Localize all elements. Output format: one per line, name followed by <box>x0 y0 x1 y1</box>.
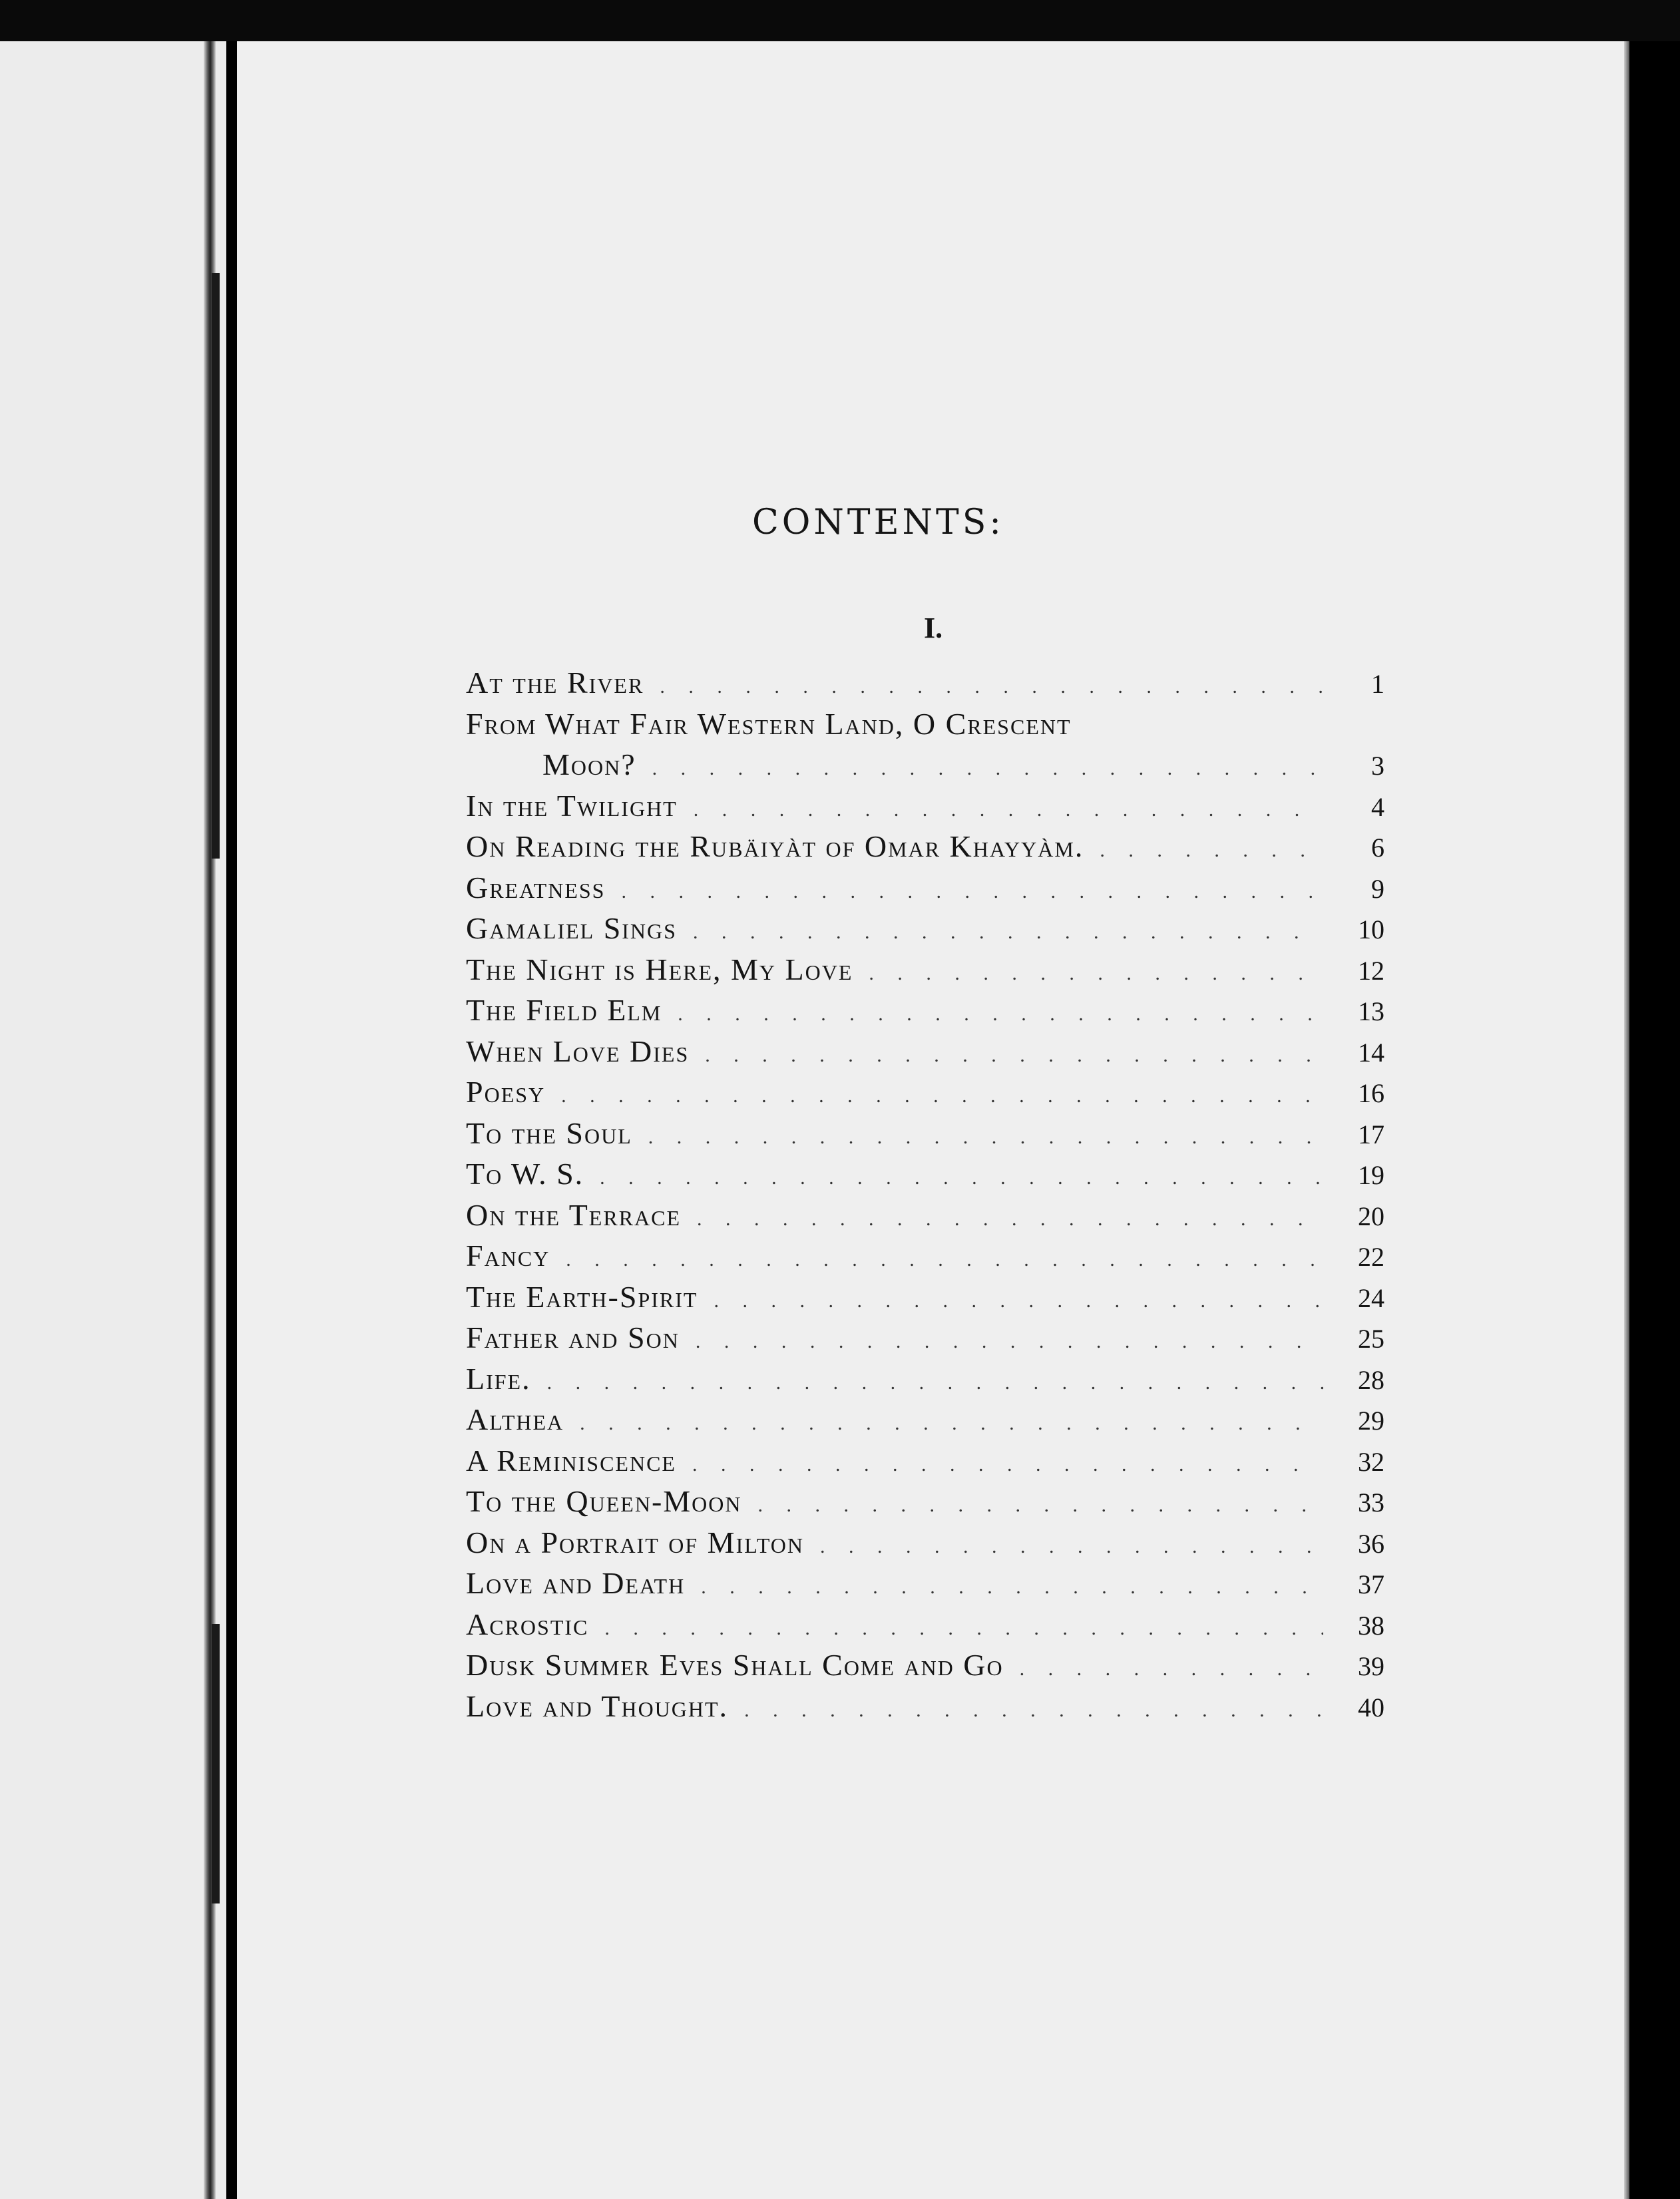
toc-entry[interactable] <box>466 908 1384 949</box>
toc-entry-title: Fancy <box>466 1239 550 1273</box>
dot-leader <box>696 1321 1323 1362</box>
toc-entry-page: 20 <box>1358 1201 1384 1231</box>
toc-entry-title: To the Queen-Moon <box>466 1484 742 1518</box>
toc-entry[interactable] <box>466 1481 1384 1522</box>
toc-entry-page: 40 <box>1358 1692 1384 1722</box>
toc-entry-page: 19 <box>1358 1160 1384 1190</box>
toc-entry-title: From What Fair Western Land, O Crescent <box>466 706 1072 741</box>
toc-entry[interactable] <box>466 1645 1384 1686</box>
dot-leader <box>714 1281 1323 1322</box>
toc-entry-title: On a Portrait of Milton <box>466 1525 805 1559</box>
toc-entry[interactable] <box>466 1195 1384 1236</box>
toc-entry[interactable] <box>466 1031 1384 1072</box>
toc-entry[interactable] <box>466 785 1384 827</box>
toc-entry-title: To W. S. <box>466 1157 584 1191</box>
toc-entry-page: 12 <box>1358 955 1384 986</box>
dot-leader <box>758 1485 1324 1526</box>
toc-entry-page: 29 <box>1358 1406 1384 1436</box>
toc-entry[interactable] <box>466 1317 1384 1358</box>
toc-entry-title-line2: Moon? <box>542 747 636 781</box>
toc-entry[interactable] <box>466 1440 1384 1482</box>
dot-leader <box>561 1076 1323 1117</box>
toc-entry-title: Althea <box>466 1402 564 1436</box>
dot-leader <box>600 1157 1323 1199</box>
toc-entry-title: In the Twilight <box>466 788 678 823</box>
dot-leader <box>648 1117 1323 1158</box>
dot-leader <box>692 1444 1323 1486</box>
toc-entry-title: Love and Thought. <box>466 1689 729 1723</box>
toc-entry-title-line1[interactable] <box>466 703 1384 745</box>
toc-entry[interactable] <box>466 1358 1384 1400</box>
toc-entry-page: 39 <box>1358 1651 1384 1681</box>
toc-entry[interactable] <box>466 1072 1384 1113</box>
dot-leader <box>604 1608 1323 1649</box>
dot-leader <box>705 1035 1323 1076</box>
toc-entry-page: 3 <box>1371 751 1384 781</box>
dot-leader <box>693 912 1323 953</box>
toc-entry-page: 24 <box>1358 1283 1384 1313</box>
dot-leader <box>652 748 1323 789</box>
binding-mark <box>212 1624 220 1903</box>
toc-entry[interactable] <box>466 1604 1384 1645</box>
scanner-right-border <box>1629 41 1680 2199</box>
toc-entry[interactable] <box>466 826 1384 867</box>
toc-entry-page: 38 <box>1358 1610 1384 1641</box>
scanner-top-border <box>0 0 1680 41</box>
dot-leader <box>701 1567 1323 1608</box>
toc-entry-page: 4 <box>1371 791 1384 822</box>
toc-entry-title: On the Terrace <box>466 1197 682 1232</box>
toc-entry-title: Acrostic <box>466 1607 589 1641</box>
toc-entry-page: 13 <box>1358 996 1384 1026</box>
toc-entry[interactable] <box>466 1235 1384 1277</box>
toc-entry-title: Father and Son <box>466 1320 680 1354</box>
toc-entry-title: Greatness <box>466 870 606 904</box>
toc-entry-title: To the Soul <box>466 1115 632 1150</box>
facing-page-edge <box>0 41 226 2199</box>
toc-entry-page: 9 <box>1371 873 1384 904</box>
dot-leader <box>744 1690 1323 1731</box>
dot-leader <box>694 789 1323 831</box>
toc-entry-title: The Earth-Spirit <box>466 1279 698 1314</box>
dot-leader <box>660 666 1323 707</box>
table-of-contents <box>466 662 1384 1726</box>
toc-entry[interactable] <box>466 744 1384 785</box>
toc-entry-page: 17 <box>1358 1119 1384 1149</box>
toc-entry-page: 14 <box>1358 1037 1384 1068</box>
dot-leader <box>621 871 1323 912</box>
dot-leader <box>580 1403 1323 1444</box>
toc-entry-title: The Night is Here, My Love <box>466 952 853 986</box>
toc-entry-page: 25 <box>1358 1324 1384 1354</box>
toc-entry[interactable] <box>466 990 1384 1031</box>
toc-entry-title: On Reading the Rubäiyàt of Omar Khayyàm. <box>466 829 1084 863</box>
dot-leader <box>1020 1649 1323 1690</box>
dot-leader <box>820 1526 1323 1567</box>
toc-entry[interactable] <box>466 1153 1384 1195</box>
toc-entry-title: A Reminiscence <box>466 1443 676 1478</box>
toc-entry-title: Poesy <box>466 1075 546 1109</box>
dot-leader <box>869 953 1323 994</box>
toc-entry[interactable] <box>466 949 1384 990</box>
toc-entry-page: 32 <box>1358 1446 1384 1477</box>
toc-entry-page: 6 <box>1371 833 1384 863</box>
toc-entry-title: Love and Death <box>466 1566 686 1600</box>
toc-entry-page: 10 <box>1358 914 1384 944</box>
toc-entry[interactable] <box>466 1113 1384 1154</box>
toc-entry-title: The Field Elm <box>466 993 662 1027</box>
binding-mark <box>212 273 220 859</box>
toc-entry-page: 36 <box>1358 1528 1384 1559</box>
toc-entry[interactable] <box>466 1563 1384 1604</box>
dot-leader <box>678 994 1323 1035</box>
toc-entry-title: Life. <box>466 1361 531 1396</box>
toc-entry-page: 37 <box>1358 1569 1384 1599</box>
dot-leader <box>1100 830 1323 871</box>
toc-entry[interactable] <box>466 1686 1384 1727</box>
dot-leader <box>547 1362 1323 1404</box>
toc-entry[interactable] <box>466 662 1384 703</box>
section-number: I. <box>924 612 943 644</box>
toc-entry[interactable] <box>466 1399 1384 1440</box>
toc-entry-title: When Love Dies <box>466 1034 690 1068</box>
toc-entry-page: 1 <box>1371 669 1384 699</box>
toc-entry-page: 33 <box>1358 1488 1384 1517</box>
toc-entry-page: 16 <box>1358 1078 1384 1108</box>
toc-entry-title: Dusk Summer Eves Shall Come and Go <box>466 1648 1004 1682</box>
dot-leader <box>566 1239 1323 1281</box>
toc-entry-title: At the River <box>466 666 644 700</box>
toc-entry-page: 22 <box>1358 1242 1384 1272</box>
toc-entry[interactable] <box>466 867 1384 908</box>
toc-entry-title: Gamaliel Sings <box>466 911 677 945</box>
toc-entry[interactable] <box>466 1522 1384 1563</box>
toc-entry-page: 28 <box>1358 1364 1384 1395</box>
toc-entry[interactable] <box>466 1277 1384 1318</box>
dot-leader <box>697 1199 1323 1240</box>
page-title: CONTENTS: <box>752 502 1004 542</box>
